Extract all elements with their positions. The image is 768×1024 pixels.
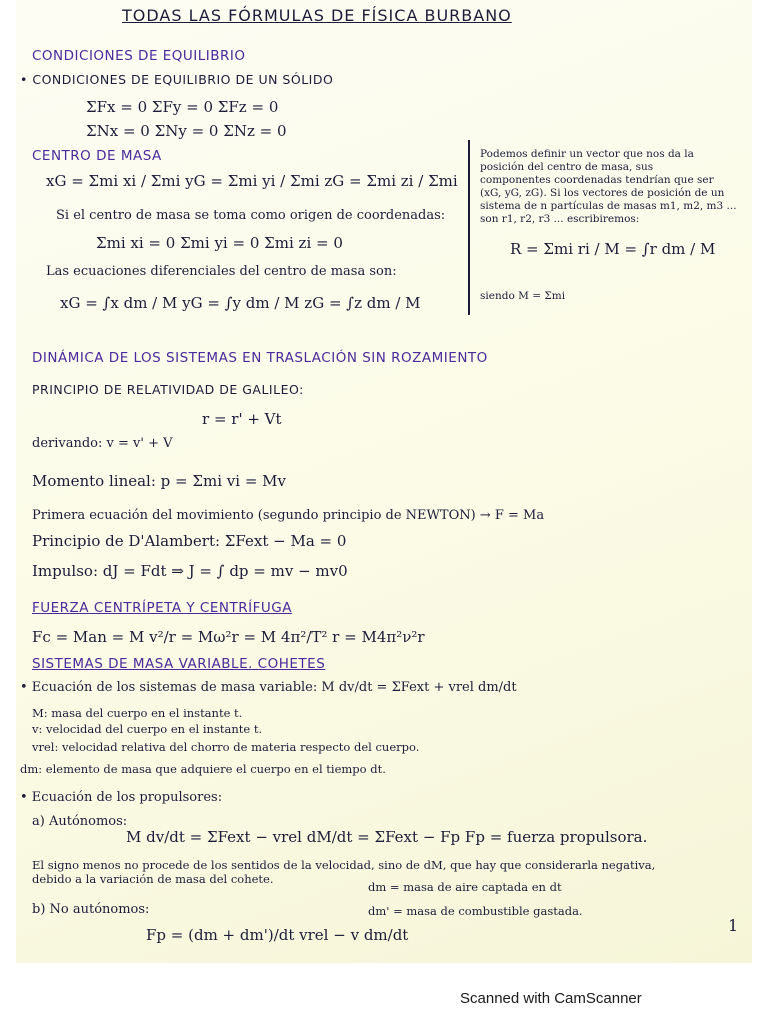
note-no-autonomos: b) No autónomos: bbox=[32, 902, 150, 917]
note-galileo: PRINCIPIO DE RELATIVIDAD DE GALILEO: bbox=[32, 382, 304, 397]
note-def-M: M: masa del cuerpo en el instante t. bbox=[32, 706, 243, 720]
note-signo-2: debido a la variación de masa del cohete. bbox=[32, 872, 274, 886]
note-cm-formulas: xG = Σmi xi / Σmi yG = Σmi yi / Σmi zG = Σmi zi / Σmi bbox=[46, 172, 458, 190]
page-number: 1 bbox=[728, 916, 739, 935]
note-dinamica-head: DINÁMICA DE LOS SISTEMAS EN TRASLACIÓN SIN ROZAMIENTO bbox=[32, 350, 488, 366]
note-centro-masa-head: CENTRO DE MASA bbox=[32, 148, 162, 164]
note-side-2: posición del centro de masa, sus bbox=[480, 161, 654, 173]
note-side-7: siendo M = Σmi bbox=[480, 290, 566, 302]
note-ec-sistemas: • Ecuación de los sistemas de masa variable: M dv/dt = ΣFext + vrel dm/dt bbox=[20, 680, 517, 695]
note-galileo-v: derivando: v = v' + V bbox=[32, 436, 173, 451]
note-impulso: Impulso: dJ = Fdt ⇒ J = ∫ dp = mv − mv0 bbox=[32, 562, 348, 580]
note-side-3: componentes coordenadas tendrían que ser bbox=[480, 174, 714, 186]
note-side-eq: R = Σmi ri / M = ∫r dm / M bbox=[510, 240, 716, 258]
notebook-page bbox=[16, 0, 752, 963]
note-cm-origen: Si el centro de masa se toma como origen de coordenadas: bbox=[56, 208, 446, 223]
note-fuerza-eq: Fc = Man = M v²/r = Mω²r = M 4π²/T² r = M4π²ν²r bbox=[32, 628, 425, 646]
note-eq-momentos: ΣNx = 0 ΣNy = 0 ΣNz = 0 bbox=[86, 122, 287, 140]
note-fuerza-head: FUERZA CENTRÍPETA Y CENTRÍFUGA bbox=[32, 600, 292, 616]
note-momento: Momento lineal: p = Σmi vi = Mv bbox=[32, 472, 286, 490]
note-cm-origen-eq: Σmi xi = 0 Σmi yi = 0 Σmi zi = 0 bbox=[96, 234, 343, 252]
note-no-autonomos-eq: Fp = (dm + dm')/dt vrel − v dm/dt bbox=[146, 926, 409, 944]
note-cond-eq-solido: • CONDICIONES DE EQUILIBRIO DE UN SÓLIDO bbox=[20, 72, 334, 87]
note-propulsores: • Ecuación de los propulsores: bbox=[20, 790, 223, 805]
note-def-dm: dm: elemento de masa que adquiere el cuerpo en el tiempo dt. bbox=[20, 762, 386, 776]
note-side-1: Podemos definir un vector que nos da la bbox=[480, 148, 694, 160]
note-galileo-r: r = r' + Vt bbox=[202, 410, 282, 428]
note-def-dm-aire: dm = masa de aire captada en dt bbox=[368, 880, 562, 894]
note-masa-var-head: SISTEMAS DE MASA VARIABLE. COHETES bbox=[32, 656, 326, 672]
scanner-watermark: Scanned with CamScanner bbox=[460, 990, 642, 1007]
note-autonomos-eq: M dv/dt = ΣFext − vrel dM/dt = ΣFext − Fp Fp = fuerza propulsora. bbox=[126, 828, 648, 846]
note-cm-dif-intro: Las ecuaciones diferenciales del centro de masa son: bbox=[46, 264, 397, 279]
note-eq-fuerzas: ΣFx = 0 ΣFy = 0 ΣFz = 0 bbox=[86, 98, 279, 116]
note-def-vrel: vrel: velocidad relativa del chorro de materia respecto del cuerpo. bbox=[32, 740, 420, 754]
note-newton: Primera ecuación del movimiento (segundo principio de NEWTON) → F = Ma bbox=[32, 508, 545, 523]
note-def-v: v: velocidad del cuerpo en el instante t. bbox=[32, 722, 263, 736]
note-cm-dif-eq: xG = ∫x dm / M yG = ∫y dm / M zG = ∫z dm / M bbox=[60, 294, 421, 312]
note-signo-1: El signo menos no procede de los sentidos de la velocidad, sino de dM, que hay que considerarla negativa, bbox=[32, 858, 656, 872]
column-divider bbox=[468, 140, 470, 315]
note-side-6: son r1, r2, r3 ... escribiremos: bbox=[480, 213, 640, 225]
note-side-5: sistema de n partículas de masas m1, m2, m3 ... bbox=[480, 200, 737, 212]
note-cond-eq-head: CONDICIONES DE EQUILIBRIO bbox=[32, 48, 246, 64]
page-title: TODAS LAS FÓRMULAS DE FÍSICA BURBANO bbox=[122, 6, 512, 25]
note-autonomos: a) Autónomos: bbox=[32, 814, 128, 829]
note-dalembert: Principio de D'Alambert: ΣFext − Ma = 0 bbox=[32, 532, 347, 550]
note-side-4: (xG, yG, zG). Si los vectores de posición de un bbox=[480, 187, 725, 199]
note-def-dm-comb: dm' = masa de combustible gastada. bbox=[368, 904, 583, 918]
